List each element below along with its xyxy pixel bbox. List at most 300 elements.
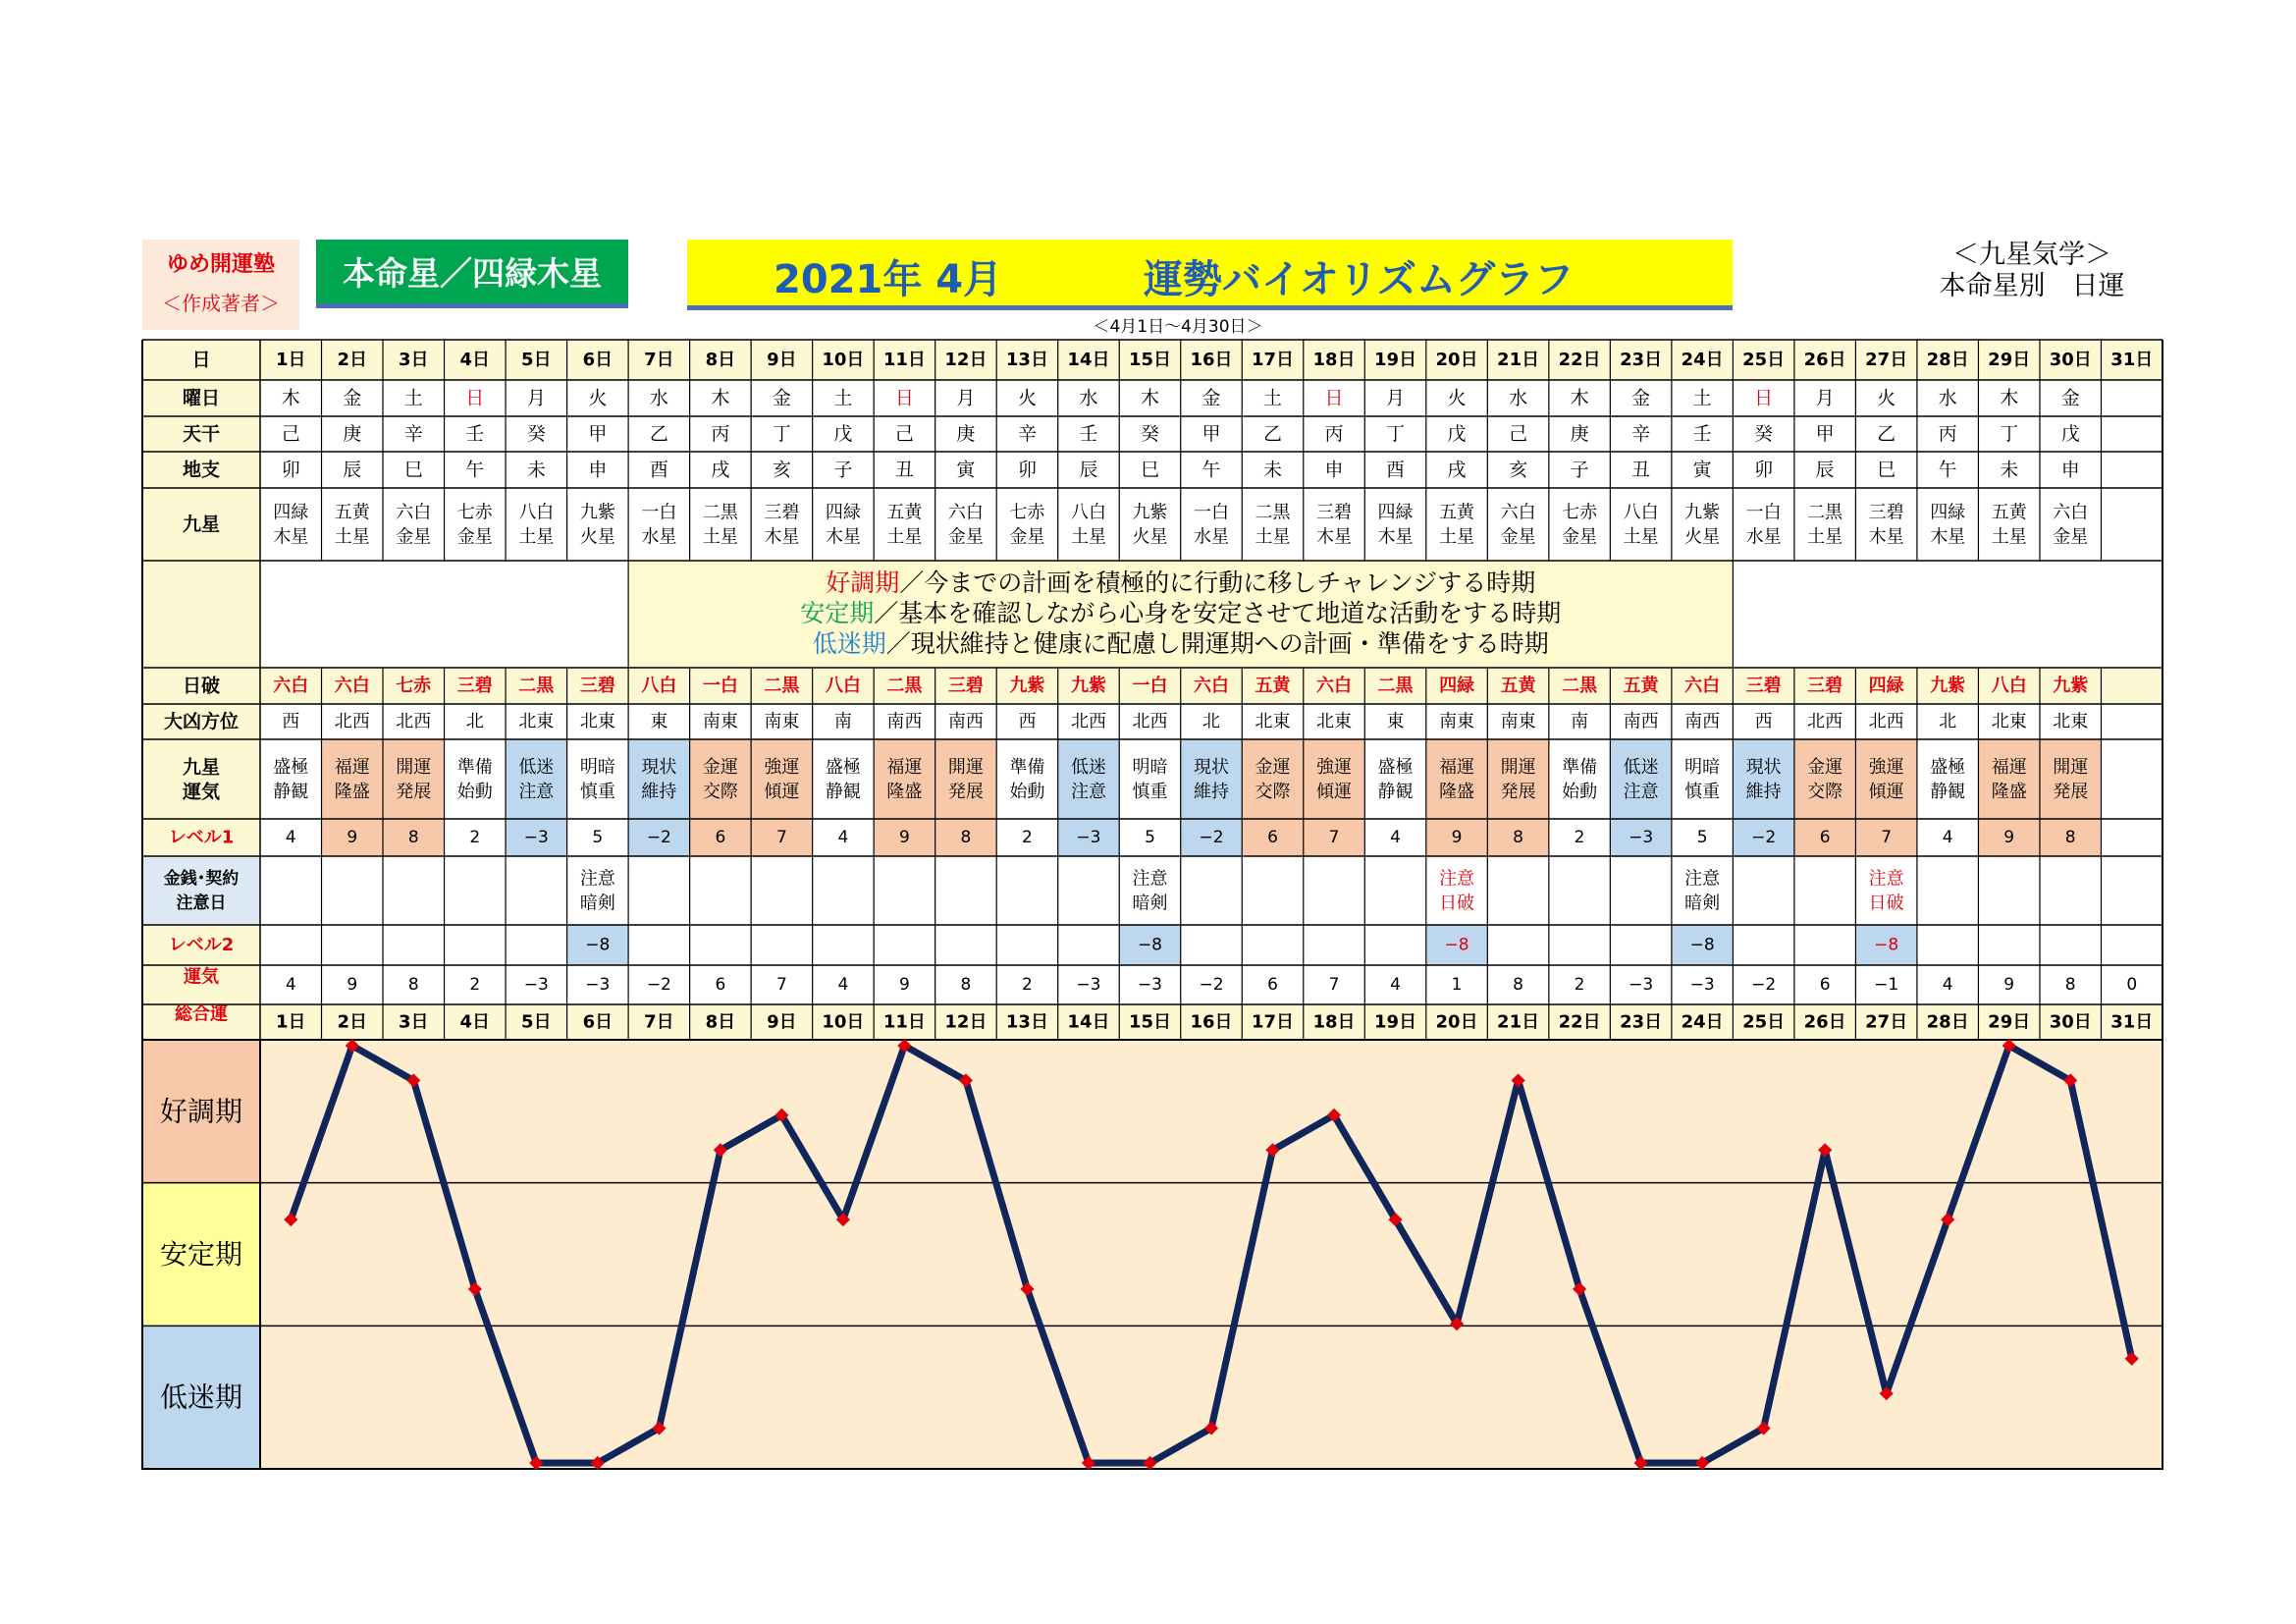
money-cell-bottom: 暗剣 — [1132, 893, 1168, 914]
date-range: ＜4月1日～4月30日＞ — [1093, 317, 1263, 337]
unki-cell-bg — [628, 739, 690, 819]
unki-cell-top: 福運 — [334, 757, 370, 778]
kyusei-cell-bottom: 土星 — [702, 526, 738, 548]
day-footer-cell: 29日 — [1988, 1011, 2031, 1033]
unki-cell-bg — [935, 739, 997, 819]
level1-cell: 7 — [1881, 828, 1893, 847]
day-header-cell: 15日 — [1128, 350, 1172, 370]
chishi-cell: 辰 — [1079, 459, 1098, 481]
chishi-cell: 巳 — [403, 459, 423, 481]
daikyo-cell: 南西 — [1684, 711, 1721, 732]
unki-cell-bottom: 発展 — [1500, 782, 1536, 802]
day-footer-cell: 23日 — [1620, 1011, 1663, 1033]
weekday-cell: 火 — [1017, 387, 1037, 409]
nippa-cell: 八白 — [825, 676, 861, 696]
chishi-cell: 辰 — [1815, 459, 1835, 481]
chishi-cell: 巳 — [1877, 459, 1896, 481]
level1-cell: 2 — [1022, 828, 1033, 847]
tenkan-cell: 己 — [894, 423, 914, 445]
unki-cell-bg — [751, 739, 813, 819]
daikyo-cell: 北東 — [1316, 711, 1353, 732]
level1-cell: 9 — [2003, 828, 2015, 847]
kyusei-cell-top: 一白 — [1194, 502, 1229, 523]
kyusei-cell-top: 一白 — [1745, 502, 1782, 523]
unki-cell-bottom: 慎重 — [1132, 782, 1168, 802]
kyusei-cell-bottom: 金星 — [1562, 526, 1598, 548]
unki-cell-top: 盛極 — [1930, 757, 1966, 778]
unki-cell-bottom: 始動 — [456, 782, 493, 802]
row-label-weekday: 曜日 — [182, 387, 221, 409]
legend-term: 低迷期 — [812, 628, 886, 658]
tenkan-cell: 丙 — [711, 423, 730, 445]
nippa-cell: 九紫 — [1930, 676, 1966, 696]
total-cell: 4 — [1390, 975, 1401, 995]
money-cell-top: 注意 — [1684, 868, 1721, 890]
total-cell: 6 — [715, 975, 726, 995]
unki-cell-bottom: 維持 — [641, 782, 677, 802]
weekday-cell: 木 — [1570, 387, 1589, 409]
weekday-cell: 土 — [403, 387, 423, 409]
day-footer-cell: 1日 — [275, 1011, 306, 1033]
kyusei-cell-bottom: 金星 — [1500, 526, 1536, 548]
kyusei-cell-top: 四緑 — [273, 502, 309, 523]
unki-cell-bg — [1242, 739, 1304, 819]
daikyo-cell: 西 — [282, 711, 300, 732]
unki-cell-bg — [1487, 739, 1549, 819]
total-cell: 0 — [2126, 975, 2138, 995]
kyusei-cell-top: 九紫 — [1132, 502, 1168, 523]
day-footer-cell: 3日 — [399, 1011, 429, 1033]
daikyo-cell: 西 — [1754, 711, 1773, 732]
nippa-cell: 二黒 — [1377, 676, 1414, 696]
tenkan-cell: 壬 — [1692, 423, 1712, 445]
unki-cell-bg — [2040, 739, 2102, 819]
chishi-cell: 酉 — [1386, 459, 1406, 481]
unki-cell-top: 金運 — [1255, 757, 1291, 778]
kyusei-cell-top: 七赤 — [456, 502, 493, 523]
total-cell: −2 — [646, 975, 671, 995]
chishi-cell: 未 — [2000, 459, 2019, 481]
kyusei-cell-top: 三碧 — [1868, 502, 1904, 523]
total-cell: 8 — [2064, 975, 2076, 995]
unki-cell-bg — [322, 739, 384, 819]
day-footer-cell: 26日 — [1803, 1011, 1846, 1033]
tenkan-cell: 甲 — [1201, 423, 1221, 445]
unki-cell-bottom: 注意 — [1623, 782, 1659, 802]
author-role: ＜作成著者＞ — [162, 292, 280, 315]
unki-cell-top: 明暗 — [1132, 757, 1168, 778]
daikyo-cell: 北東 — [579, 711, 615, 732]
level1-cell: 8 — [407, 828, 419, 847]
legend-text: ／現状維持と健康に配慮し開運期への計画・準備をする時期 — [885, 628, 1549, 658]
level1-cell: 4 — [285, 828, 296, 847]
level1-cell: 6 — [715, 828, 726, 847]
level1-cell: 7 — [1328, 828, 1340, 847]
total-cell: 1 — [1451, 975, 1463, 995]
legend-term: 安定期 — [800, 598, 875, 627]
chishi-cell: 午 — [1938, 459, 1957, 481]
tenkan-cell: 乙 — [1877, 423, 1896, 445]
day-footer-cell: 18日 — [1312, 1011, 1356, 1033]
level1-cell: 5 — [1696, 828, 1708, 847]
kyusei-cell-top: 二黒 — [1807, 502, 1843, 523]
day-header-cell: 30日 — [2049, 350, 2092, 370]
day-header-cell: 29日 — [1988, 350, 2031, 370]
day-footer-cell: 12日 — [944, 1011, 988, 1033]
weekday-cell: 火 — [1877, 387, 1896, 409]
day-header-cell: 27日 — [1865, 350, 1908, 370]
unki-cell-bottom: 傾運 — [764, 782, 800, 802]
chishi-cell: 未 — [1263, 459, 1283, 481]
weekday-cell: 日 — [894, 387, 914, 409]
day-header-cell: 5日 — [521, 350, 552, 370]
row-label-money-1: 金銭･契約 — [163, 869, 240, 889]
nippa-cell: 二黒 — [886, 676, 923, 696]
total-cell: −3 — [585, 975, 611, 995]
unki-cell-top: 強運 — [1316, 757, 1353, 778]
daikyo-cell: 北東 — [1255, 711, 1291, 732]
day-footer-cell: 30日 — [2049, 1011, 2092, 1033]
day-header-cell: 3日 — [399, 350, 429, 370]
level1-cell: 8 — [1513, 828, 1523, 847]
day-footer-cell: 22日 — [1558, 1011, 1601, 1033]
tenkan-cell: 庚 — [1570, 423, 1589, 445]
unki-cell-top: 低迷 — [1070, 757, 1106, 778]
money-label-bg — [142, 856, 260, 925]
daikyo-cell: 東 — [1386, 711, 1405, 732]
day-footer-cell: 10日 — [822, 1011, 865, 1033]
unki-cell-bottom: 静観 — [1930, 782, 1966, 802]
unki-cell-top: 盛極 — [825, 757, 861, 778]
level1-cell: 8 — [2064, 828, 2076, 847]
nippa-cell: 三碧 — [947, 676, 984, 696]
level1-cell: 5 — [592, 828, 604, 847]
tenkan-cell: 丙 — [1324, 423, 1344, 445]
nippa-cell: 六白 — [334, 676, 370, 696]
nippa-cell: 二黒 — [518, 676, 555, 696]
unki-cell-bg — [1978, 739, 2040, 819]
level1-cell: 4 — [837, 828, 849, 847]
level1-cell: 9 — [347, 828, 358, 847]
day-header-cell: 18日 — [1312, 350, 1356, 370]
nippa-cell: 四緑 — [1868, 676, 1904, 696]
nippa-cell: 三碧 — [1745, 676, 1782, 696]
weekday-cell: 木 — [1140, 387, 1159, 409]
day-footer-cell: 28日 — [1926, 1011, 1969, 1033]
level1-cell: 9 — [1451, 828, 1463, 847]
day-header-cell: 16日 — [1190, 350, 1233, 370]
unki-cell-bg — [1426, 739, 1488, 819]
nippa-cell: 一白 — [1132, 676, 1168, 696]
day-footer-cell: 25日 — [1742, 1011, 1786, 1033]
weekday-cell: 月 — [1815, 387, 1835, 409]
legend-line — [813, 629, 1549, 658]
day-header-cell: 6日 — [582, 350, 614, 370]
chishi-cell: 巳 — [1140, 459, 1159, 481]
nippa-cell: 五黄 — [1255, 676, 1291, 696]
total-cell: 2 — [1574, 975, 1585, 995]
daikyo-cell: 南東 — [1439, 711, 1475, 732]
daikyo-cell: 南西 — [1623, 711, 1659, 732]
money-cell-bottom: 日破 — [1868, 893, 1904, 914]
unki-cell-bottom: 発展 — [947, 782, 984, 802]
day-header-cell: 24日 — [1681, 350, 1724, 370]
weekday-cell: 金 — [2060, 387, 2080, 409]
tenkan-cell: 庚 — [956, 423, 976, 445]
unki-cell-bottom: 隆盛 — [334, 782, 370, 802]
row-label-unki-1: 九星 — [182, 756, 221, 779]
level1-cell: 8 — [960, 828, 972, 847]
kyusei-cell-bottom: 木星 — [1930, 526, 1966, 548]
row-label-unki-2: 運気 — [182, 781, 221, 803]
unki-cell-top: 金運 — [702, 757, 738, 778]
kyusei-cell-bottom: 火星 — [1132, 526, 1168, 548]
kyusei-cell-top: 六白 — [2053, 502, 2089, 523]
school-line1: ＜九星気学＞ — [1952, 240, 2111, 270]
kyusei-cell-bottom: 火星 — [579, 526, 615, 548]
tenkan-cell: 癸 — [1140, 423, 1159, 445]
level1-cell: 9 — [899, 828, 910, 847]
total-cell: −2 — [1751, 975, 1777, 995]
total-cell: 4 — [1942, 975, 1953, 995]
unki-cell-bottom: 隆盛 — [1439, 782, 1475, 802]
total-cell: 9 — [2003, 975, 2015, 995]
weekday-cell: 水 — [1509, 387, 1528, 409]
tenkan-cell: 辛 — [1631, 423, 1651, 445]
unki-cell-bottom: 傾運 — [1868, 782, 1904, 802]
kyusei-cell-bottom: 土星 — [1991, 526, 2027, 548]
kyusei-cell-top: 九紫 — [579, 502, 615, 523]
total-cell: 4 — [837, 975, 849, 995]
unki-cell-top: 強運 — [1868, 757, 1904, 778]
school-line2: 本命星別 日運 — [1939, 271, 2125, 301]
kyusei-cell-bottom: 金星 — [456, 526, 493, 548]
unki-cell-bottom: 慎重 — [1684, 782, 1721, 802]
nippa-cell: 二黒 — [764, 676, 800, 696]
weekday-cell: 金 — [1631, 387, 1651, 409]
total-cell: −2 — [1199, 975, 1224, 995]
chishi-cell: 午 — [465, 459, 485, 481]
unki-cell-top: 盛極 — [1377, 757, 1414, 778]
kyusei-cell-top: 七赤 — [1562, 502, 1598, 523]
row-label-nippa: 日破 — [182, 675, 221, 697]
unki-cell-top: 準備 — [456, 757, 493, 778]
daikyo-cell: 南西 — [886, 711, 923, 732]
row-label-total-1: 運気 — [184, 966, 219, 988]
tenkan-cell: 丁 — [772, 423, 791, 445]
unki-cell-bottom: 静観 — [273, 782, 309, 802]
unki-cell-bg — [1794, 739, 1856, 819]
unki-cell-bottom: 始動 — [1009, 782, 1045, 802]
kyusei-cell-bottom: 木星 — [273, 526, 309, 548]
daikyo-cell: 南 — [1571, 711, 1589, 732]
weekday-cell: 火 — [588, 387, 608, 409]
unki-cell-bottom: 交際 — [1255, 782, 1291, 802]
kyusei-cell-top: 六白 — [396, 502, 432, 523]
day-footer-cell: 16日 — [1190, 1011, 1233, 1033]
total-cell: −3 — [523, 975, 549, 995]
unki-cell-bottom: 発展 — [2053, 782, 2089, 802]
tenkan-cell: 壬 — [1079, 423, 1098, 445]
day-header-cell: 23日 — [1620, 350, 1663, 370]
total-cell: 7 — [1328, 975, 1340, 995]
level1-cell: −2 — [1199, 828, 1224, 847]
day-header-cell: 13日 — [1005, 350, 1048, 370]
kyusei-cell-top: 四緑 — [1930, 502, 1966, 523]
total-cell: 8 — [407, 975, 419, 995]
kyusei-cell-top: 三碧 — [1316, 502, 1353, 523]
unki-cell-top: 開運 — [947, 757, 984, 778]
nippa-cell: 六白 — [1194, 676, 1229, 696]
tenkan-cell: 辛 — [1017, 423, 1037, 445]
weekday-cell: 金 — [343, 387, 362, 409]
kyusei-cell-bottom: 金星 — [396, 526, 432, 548]
weekday-cell: 土 — [1692, 387, 1712, 409]
weekday-cell: 土 — [833, 387, 853, 409]
weekday-cell: 木 — [711, 387, 730, 409]
level1-cell: −3 — [523, 828, 549, 847]
daikyo-cell: 北西 — [1070, 711, 1106, 732]
tenkan-cell: 甲 — [588, 423, 608, 445]
weekday-cell: 土 — [1263, 387, 1283, 409]
tenkan-cell: 戊 — [1447, 423, 1467, 445]
chishi-cell: 亥 — [772, 459, 791, 481]
kyusei-cell-bottom: 火星 — [1684, 526, 1721, 548]
daikyo-cell: 南東 — [702, 711, 738, 732]
chishi-cell: 辰 — [343, 459, 362, 481]
nippa-cell: 九紫 — [1009, 676, 1045, 696]
daikyo-cell: 北西 — [1132, 711, 1168, 732]
row-label-money-2: 注意日 — [176, 893, 227, 913]
kyusei-cell-top: 一白 — [641, 502, 677, 523]
kyusei-cell-bottom: 土星 — [1623, 526, 1659, 548]
money-cell-top: 注意 — [1868, 868, 1904, 890]
daikyo-cell: 北西 — [1868, 711, 1904, 732]
chishi-cell: 丑 — [894, 459, 914, 481]
daikyo-cell: 北東 — [2053, 711, 2089, 732]
chishi-cell: 丑 — [1631, 459, 1651, 481]
total-cell: 4 — [285, 975, 296, 995]
unki-cell-bottom: 隆盛 — [886, 782, 923, 802]
day-footer-cell: 19日 — [1374, 1011, 1417, 1033]
unki-cell-bg — [1610, 739, 1672, 819]
kyusei-cell-top: 六白 — [947, 502, 984, 523]
kyusei-cell-bottom: 土星 — [334, 526, 370, 548]
total-cell: 7 — [775, 975, 787, 995]
kyusei-cell-bottom: 水星 — [641, 526, 677, 548]
money-cell-top: 注意 — [1132, 868, 1168, 890]
weekday-cell: 日 — [465, 387, 485, 409]
day-header-cell: 14日 — [1067, 350, 1110, 370]
daikyo-cell: 南東 — [764, 711, 800, 732]
chishi-cell: 未 — [526, 459, 546, 481]
daikyo-cell: 北 — [465, 711, 484, 732]
day-header-cell: 20日 — [1435, 350, 1478, 370]
kyusei-cell-bottom: 木星 — [1377, 526, 1414, 548]
title-main: 運勢バイオリズムグラフ — [1144, 257, 1574, 302]
row-label-total-2: 総合運 — [175, 1003, 228, 1025]
legend-text: ／基本を確認しながら心身を安定させて地道な活動をする時期 — [874, 598, 1562, 627]
daikyo-cell: 北 — [1939, 711, 1957, 732]
nippa-cell: 九紫 — [2053, 676, 2089, 696]
kyusei-cell-top: 五黄 — [334, 502, 370, 523]
author-name: ゆめ開運塾 — [166, 252, 275, 277]
weekday-cell: 月 — [526, 387, 546, 409]
level1-cell: 4 — [1390, 828, 1401, 847]
kyusei-cell-bottom: 土星 — [1807, 526, 1843, 548]
daikyo-cell: 北東 — [1991, 711, 2027, 732]
total-cell: 8 — [1513, 975, 1523, 995]
day-footer-cell: 4日 — [459, 1011, 491, 1033]
money-cell-top: 注意 — [1439, 868, 1475, 890]
chishi-cell: 申 — [2060, 459, 2080, 481]
day-header-cell: 31日 — [2110, 350, 2154, 370]
kyusei-cell-bottom: 水星 — [1194, 526, 1229, 548]
row-label-level2: レベル2 — [168, 935, 235, 955]
nippa-cell: 七赤 — [396, 676, 432, 696]
day-footer-cell: 14日 — [1067, 1011, 1110, 1033]
day-footer-cell: 2日 — [337, 1011, 368, 1033]
total-cell: −1 — [1874, 975, 1899, 995]
weekday-cell: 火 — [1447, 387, 1467, 409]
weekday-cell: 日 — [1324, 387, 1344, 409]
nippa-cell: 六白 — [1684, 676, 1721, 696]
nippa-cell: 六白 — [1316, 676, 1353, 696]
tenkan-cell: 戊 — [2060, 423, 2080, 445]
kyusei-cell-bottom: 金星 — [947, 526, 984, 548]
day-footer-cell: 9日 — [767, 1011, 797, 1033]
day-header-cell: 25日 — [1742, 350, 1786, 370]
unki-cell-bottom: 傾運 — [1316, 782, 1353, 802]
tenkan-cell: 丙 — [1938, 423, 1957, 445]
nippa-cell: 三碧 — [1807, 676, 1843, 696]
weekday-cell: 月 — [1386, 387, 1406, 409]
tenkan-cell: 壬 — [465, 423, 485, 445]
kyusei-cell-bottom: 土星 — [1255, 526, 1291, 548]
weekday-cell: 木 — [281, 387, 300, 409]
level2-cell: −8 — [1874, 935, 1899, 955]
title-year-month: 2021年 4月 — [774, 257, 1003, 302]
unki-cell-bg — [1733, 739, 1794, 819]
weekday-cell: 水 — [1938, 387, 1957, 409]
kyusei-cell-top: 七赤 — [1009, 502, 1045, 523]
chishi-cell: 寅 — [956, 459, 976, 481]
unki-cell-bottom: 維持 — [1745, 782, 1782, 802]
unki-cell-top: 現状 — [1194, 757, 1229, 778]
nippa-cell: 九紫 — [1070, 676, 1106, 696]
weekday-cell: 水 — [649, 387, 668, 409]
level1-cell: 6 — [1267, 828, 1278, 847]
level2-cell: −8 — [1444, 935, 1469, 955]
unki-cell-top: 現状 — [641, 757, 677, 778]
zone-label: 低迷期 — [159, 1380, 243, 1414]
daikyo-cell: 北西 — [396, 711, 432, 732]
kyusei-cell-top: 五黄 — [1439, 502, 1475, 523]
kyusei-cell-bottom: 土星 — [886, 526, 923, 548]
chishi-cell: 子 — [1570, 459, 1589, 481]
day-header-cell: 9日 — [767, 350, 797, 370]
unki-cell-bg — [690, 739, 752, 819]
day-header-cell: 19日 — [1374, 350, 1417, 370]
daikyo-cell: 北西 — [1807, 711, 1843, 732]
tenkan-cell: 己 — [281, 423, 300, 445]
total-cell: 2 — [1022, 975, 1033, 995]
weekday-cell: 水 — [1079, 387, 1098, 409]
day-header-cell: 4日 — [459, 350, 491, 370]
row-label-bg — [142, 561, 260, 668]
nippa-cell: 三碧 — [579, 676, 615, 696]
kyusei-cell-bottom: 木星 — [764, 526, 800, 548]
